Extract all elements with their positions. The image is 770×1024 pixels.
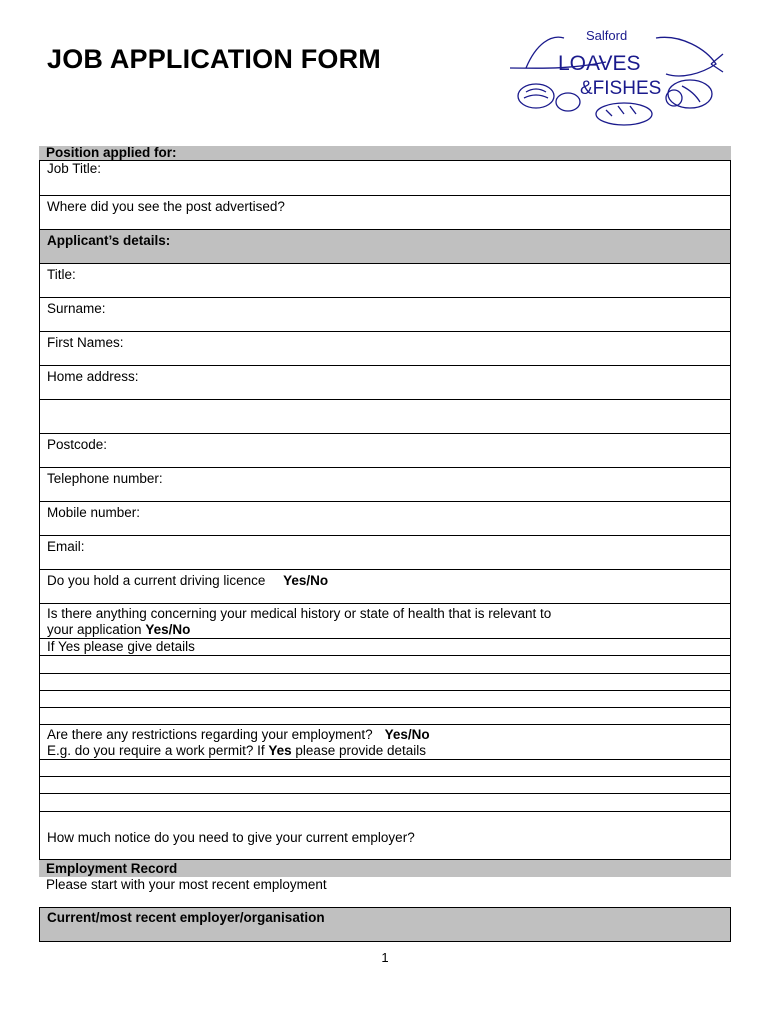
label-permit-yes: Yes [268,743,292,758]
field-medical-history[interactable] [39,604,731,639]
section-header-employer: Current/most recent employer/organisation [39,907,731,942]
label-title: Title: [47,267,76,282]
medical-details-line[interactable] [39,708,731,725]
field-notice-period[interactable] [39,812,731,860]
label-mobile: Mobile number: [47,505,141,520]
application-form [39,146,731,942]
field-home-address[interactable] [39,366,731,400]
label-permit-post: please provide details [295,743,427,758]
logo-text-fishes: &FISHES [580,78,662,99]
label-driving-licence: Do you hold a current driving licence [47,573,266,588]
label-restrictions: Are there any restrictions regarding your employment? [47,727,373,742]
restrictions-details-line[interactable] [39,777,731,794]
label-medical-details: If Yes please give details [47,639,195,654]
logo-text-loaves: LOAVES [558,52,641,75]
logo [506,24,726,128]
medical-details-line[interactable] [39,691,731,708]
restrictions-details-line[interactable] [39,794,731,812]
field-telephone[interactable] [39,468,731,502]
label-first-names: First Names: [47,335,124,350]
label-telephone: Telephone number: [47,471,163,486]
restrictions-yes-no[interactable]: Yes/No [384,727,430,742]
medical-details-line[interactable] [39,674,731,691]
field-first-names[interactable] [39,332,731,366]
field-employment-restrictions[interactable] [39,725,731,760]
label-postcode: Postcode: [47,437,108,452]
section-header-applicant: Applicant’s details: [39,230,731,264]
field-title[interactable] [39,264,731,298]
label-surname: Surname: [47,301,106,316]
label-medical-line2: your application [47,622,142,637]
field-driving-licence[interactable] [39,570,731,604]
label-where-advertised: Where did you see the post advertised? [47,199,285,214]
label-home-address: Home address: [47,369,139,384]
label-medical-line1: Is there anything concerning your medical history or state of health that is relevant to [47,606,552,621]
logo-text-salford: Salford [586,28,628,43]
label-job-title: Job Title: [47,161,102,176]
page-number: 1 [381,950,389,965]
employment-note: Please start with your most recent employment [46,877,327,892]
field-mobile[interactable] [39,502,731,536]
restrictions-details-line[interactable] [39,760,731,777]
page-title: JOB APPLICATION FORM [47,44,381,74]
section-header-position: Position applied for: [39,146,731,160]
field-postcode[interactable] [39,434,731,468]
field-where-advertised[interactable] [39,196,731,230]
label-permit-pre: E.g. do you require a work permit? If [47,743,265,758]
field-home-address-line2[interactable] [39,400,731,434]
label-email: Email: [47,539,85,554]
field-job-title[interactable] [39,160,731,196]
field-surname[interactable] [39,298,731,332]
field-email[interactable] [39,536,731,570]
loaves-fishes-logo [506,24,726,128]
medical-details-line[interactable] [39,656,731,674]
medical-yes-no[interactable]: Yes/No [145,622,191,637]
driving-yes-no[interactable]: Yes/No [283,573,329,588]
section-header-employment: Employment Record [39,860,731,877]
field-medical-details[interactable] [39,639,731,656]
label-notice-period: How much notice do you need to give your current employer? [47,830,415,845]
